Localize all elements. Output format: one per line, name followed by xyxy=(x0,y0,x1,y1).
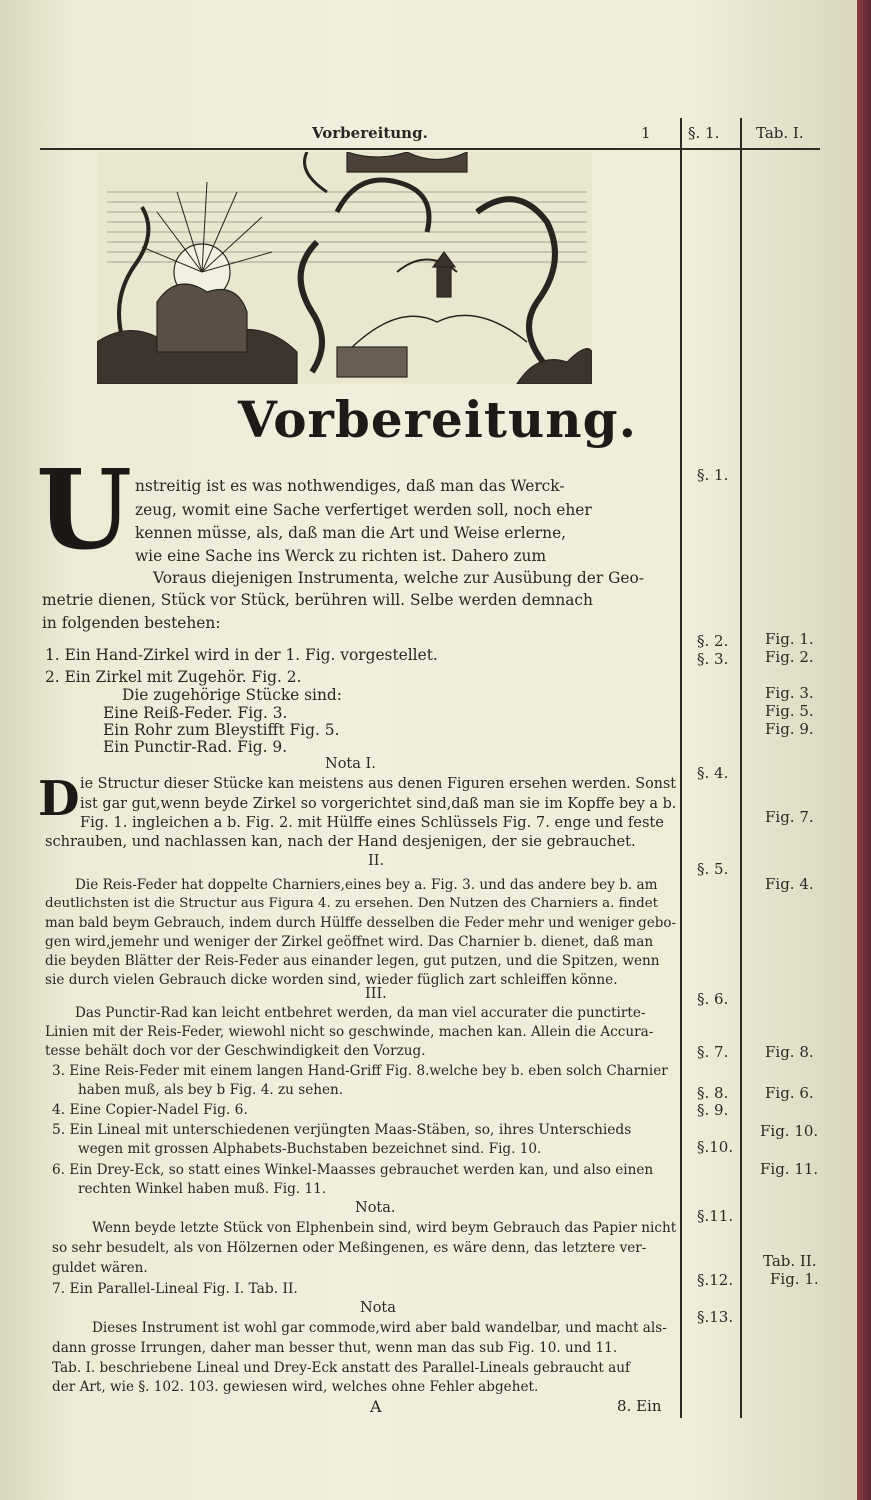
intro-line-1: nstreitig ist es was nothwendiges, daß man das Werck- xyxy=(135,477,565,495)
intro-line-2: zeug, womit eine Sache verfertiget werden soll, noch eher xyxy=(135,501,592,519)
intro-line-3: kennen müsse, als, daß man die Art und Weise erlerne, xyxy=(135,524,567,542)
sub-heading: Die zugehörige Stücke sind: xyxy=(122,686,342,704)
section-mark: §.13. xyxy=(697,1308,734,1326)
section-mark: §. 2. xyxy=(697,632,729,650)
nota-4-line-2: so sehr besudelt, als von Hölzernen oder Meßingenen, es wäre denn, das letztere ver- xyxy=(52,1240,647,1256)
section-mark: §.12. xyxy=(697,1271,734,1289)
nota-2-line-6: sie durch vielen Gebrauch dicke worden sind, wieder füglich zart schleiffen könne. xyxy=(45,972,618,988)
nota-2-line-3: man bald beym Gebrauch, indem durch Hülffe desselben die Feder mehr und weniger gebo- xyxy=(45,915,677,931)
intro-line-5: Voraus diejenigen Instrumenta, welche zur Ausübung der Geo- xyxy=(153,569,645,587)
sub-item-3: Ein Punctir-Rad. Fig. 9. xyxy=(103,738,288,756)
fig-ref: Fig. 2. xyxy=(765,648,814,666)
list-item-3-cont: haben muß, als bey b Fig. 4. zu sehen. xyxy=(78,1082,344,1098)
page-number: 1 xyxy=(641,124,651,142)
list-item-7: 7. Ein Parallel-Lineal Fig. I. Tab. II. xyxy=(52,1281,298,1297)
intro-line-4: wie eine Sache ins Werck zu richten ist. Dahero zum xyxy=(135,547,547,565)
fig-ref: Fig. 1. xyxy=(765,630,814,648)
nota-3-line-3: tesse behält doch vor der Geschwindigkeit den Vorzug. xyxy=(45,1043,426,1059)
signature-mark: A xyxy=(370,1397,382,1416)
nota-2-heading: II. xyxy=(368,853,385,869)
sub-item-2: Ein Rohr zum Bleystifft Fig. 5. xyxy=(103,721,340,739)
section-mark: §. 5. xyxy=(697,860,729,878)
nota-1-line-3: Fig. 1. ingleichen a b. Fig. 2. mit Hülffe eines Schlüssels Fig. 7. enge und feste xyxy=(80,814,664,831)
nota-4-line-3: guldet wären. xyxy=(52,1260,148,1276)
column-rule-right xyxy=(740,118,742,1418)
list-item-1: 1. Ein Hand-Zirkel wird in der 1. Fig. vorgestellet. xyxy=(45,646,438,664)
nota-1-line-4: schrauben, und nachlassen kan, nach der Hand desjenigen, der sie gebrauchet. xyxy=(45,833,636,850)
fig-ref: Fig. 10. xyxy=(760,1122,819,1140)
nota-2-line-2: deutlichsten ist die Structur aus Figura 4. zu ersehen. Den Nutzen des Charniers a. findet xyxy=(45,896,659,911)
intro-line-6: metrie dienen, Stück vor Stück, berühren will. Selbe werden demnach xyxy=(42,591,593,609)
catchword: 8. Ein xyxy=(617,1397,662,1415)
fig-ref: Fig. 6. xyxy=(765,1084,814,1102)
running-title: Vorbereitung. xyxy=(312,124,428,142)
page-edge xyxy=(857,0,871,1500)
list-item-6: 6. Ein Drey-Eck, so statt eines Winkel-Maasses gebrauchet werden kan, und also einen xyxy=(52,1162,654,1178)
column-rule-left xyxy=(680,118,682,1418)
section-mark: §. 7. xyxy=(697,1043,729,1061)
nota-5-line-1: Dieses Instrument ist wohl gar commode,wird aber bald wandelbar, und macht als- xyxy=(92,1320,667,1336)
nota-3-line-1: Das Punctir-Rad kan leicht entbehret werden, da man viel accurater die punctirte- xyxy=(75,1005,646,1021)
header-rule xyxy=(40,148,820,150)
fig-ref: Fig. 9. xyxy=(765,720,814,738)
fig-ref: Fig. 8. xyxy=(765,1043,814,1061)
list-item-2: 2. Ein Zirkel mit Zugehör. Fig. 2. xyxy=(45,668,302,686)
nota-5-line-4: der Art, wie §. 102. 103. gewiesen wird, welches ohne Fehler abgehet. xyxy=(52,1379,539,1395)
section-mark: §. 8. xyxy=(697,1084,729,1102)
nota-5-line-3: Tab. I. beschriebene Lineal und Drey-Eck anstatt des Parallel-Lineals gebraucht auf xyxy=(52,1360,630,1376)
nota-1-heading: Nota I. xyxy=(325,756,376,772)
fig-ref: Fig. 7. xyxy=(765,808,814,826)
list-item-5-cont: wegen mit grossen Alphabets-Buchstaben bezeichnet sind. Fig. 10. xyxy=(78,1141,542,1157)
list-item-6-cont: rechten Winkel haben muß. Fig. 11. xyxy=(78,1181,327,1197)
nota-5-line-2: dann grosse Irrungen, daher man besser thut, wenn man das sub Fig. 10. und 11. xyxy=(52,1340,618,1356)
drop-initial-d: D xyxy=(38,771,80,827)
fig-ref: Fig. 1. xyxy=(770,1270,819,1288)
nota-4-line-1: Wenn beyde letzte Stück von Elphenbein sind, wird beym Gebrauch das Papier nicht xyxy=(92,1220,677,1236)
section-mark: §. 9. xyxy=(697,1101,729,1119)
fig-ref: Fig. 3. xyxy=(765,684,814,702)
section-mark: §.11. xyxy=(697,1207,734,1225)
woodcut-vignette xyxy=(97,152,592,384)
sub-item-1: Eine Reiß-Feder. Fig. 3. xyxy=(103,704,288,722)
list-item-3: 3. Eine Reis-Feder mit einem langen Hand-Griff Fig. 8.welche bey b. eben solch Charnier xyxy=(52,1063,668,1079)
nota-2-line-1: Die Reis-Feder hat doppelte Charniers,eines bey a. Fig. 3. und das andere bey b. am xyxy=(75,877,658,893)
nota-2-line-5: die beyden Blätter der Reis-Feder aus einander legen, gut putzen, und die Spitzen, wenn xyxy=(45,953,660,969)
fig-ref: Fig. 11. xyxy=(760,1160,819,1178)
nota-3-line-2: Linien mit der Reis-Feder, wiewohl nicht so geschwinde, machen kan. Allein die Accura- xyxy=(45,1024,654,1040)
tab-ref: Tab. II. xyxy=(763,1252,817,1270)
nota-2-line-4: gen wird,jemehr und weniger der Zirkel geöffnet wird. Das Charnier b. dienet, daß man xyxy=(45,934,654,950)
nota-4-heading: Nota. xyxy=(355,1200,396,1216)
nota-3-heading: III. xyxy=(365,986,387,1002)
drop-initial-u: U xyxy=(36,445,132,574)
header-tab: Tab. I. xyxy=(756,124,804,142)
section-mark: §. 4. xyxy=(697,764,729,782)
nota-1-line-2: ist gar gut,wenn beyde Zirkel so vorgerichtet sind,daß man sie im Kopffe bey a b. xyxy=(80,795,677,812)
fig-ref: Fig. 5. xyxy=(765,702,814,720)
section-mark: §. 3. xyxy=(697,650,729,668)
intro-line-7: in folgenden bestehen: xyxy=(42,614,221,632)
nota-5-heading: Nota xyxy=(360,1300,396,1316)
section-mark: §. 1. xyxy=(697,466,729,484)
fig-ref: Fig. 4. xyxy=(765,875,814,893)
section-mark: §. 6. xyxy=(697,990,729,1008)
header-section: §. 1. xyxy=(688,124,720,142)
chapter-title: Vorbereitung. xyxy=(238,390,637,449)
section-mark: §.10. xyxy=(697,1138,734,1156)
list-item-4: 4. Eine Copier-Nadel Fig. 6. xyxy=(52,1102,248,1118)
nota-1-line-1: ie Structur dieser Stücke kan meistens aus denen Figuren ersehen werden. Sonst xyxy=(80,775,677,792)
list-item-5: 5. Ein Lineal mit unterschiedenen verjüngten Maas-Stäben, so, ihres Unterschieds xyxy=(52,1122,632,1138)
